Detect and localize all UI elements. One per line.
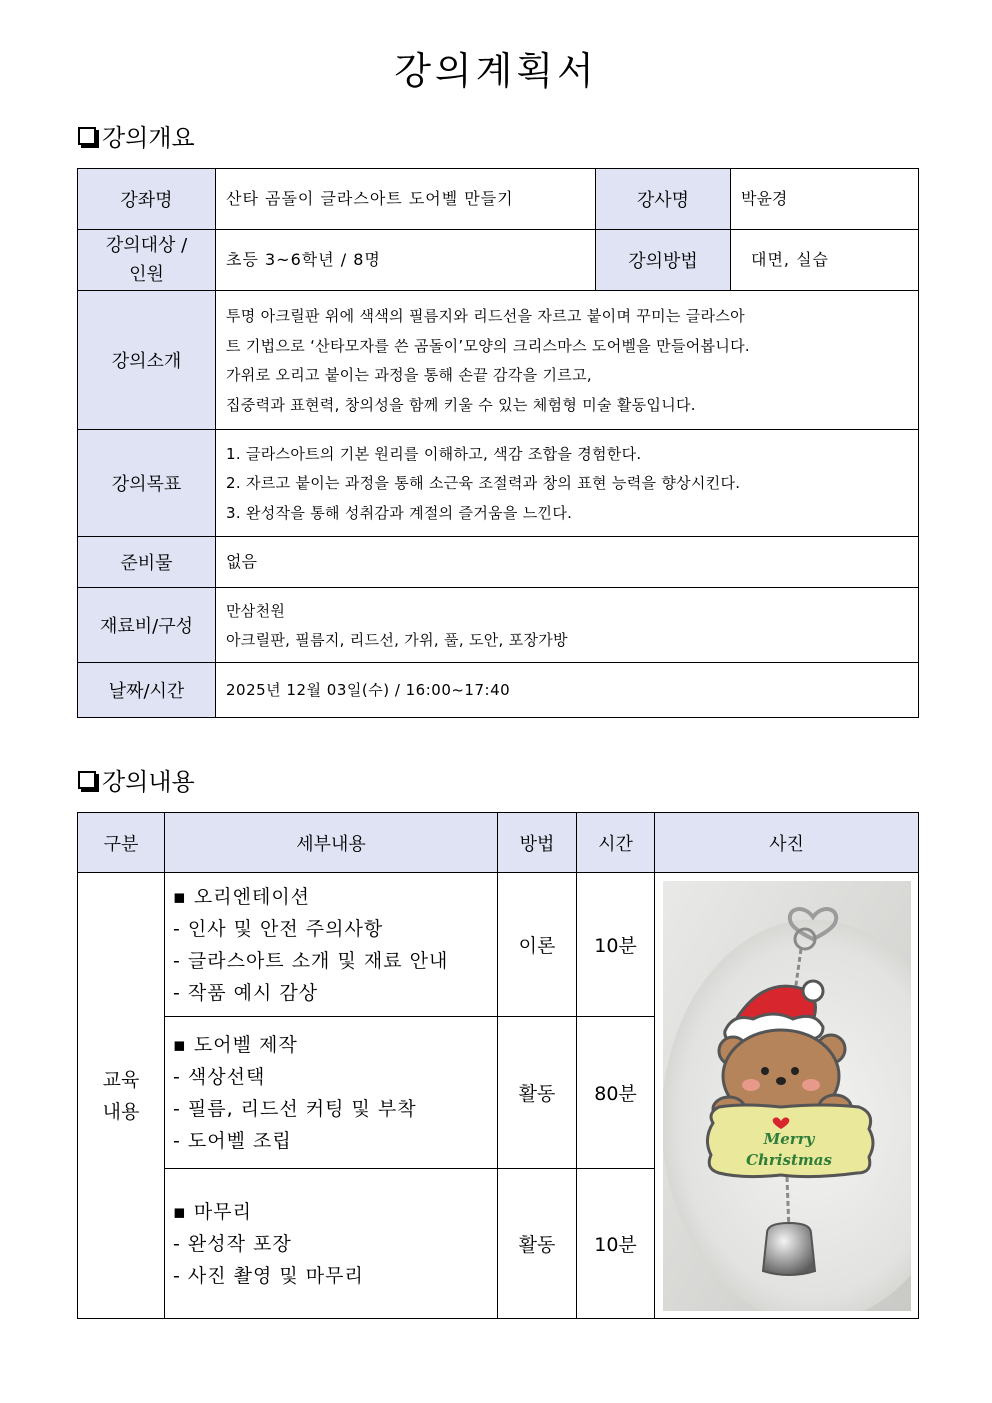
intro-value — [216, 291, 919, 430]
content-heading-text: 강의내용 — [102, 768, 195, 796]
header-method: 방법 — [498, 813, 577, 873]
checkbox-square-icon — [78, 127, 96, 145]
target-value: 초등 3~6학년 / 8명 — [216, 230, 596, 291]
page-title: 강의계획서 — [394, 49, 598, 93]
detail-line: - 글라스아트 소개 및 재료 안내 — [173, 949, 449, 972]
fee-line: 아크릴판, 필름지, 리드선, 가위, 풀, 도안, 포장가방 — [226, 631, 568, 649]
checkbox-square-icon — [78, 771, 96, 789]
bear-eye-left — [761, 1067, 769, 1075]
bear-cheek-right — [802, 1079, 820, 1091]
prep-label: 준비물 — [78, 537, 216, 588]
intro-line: 집중력과 표현력, 창의성을 함께 키울 수 있는 체험형 미술 활동입니다. — [226, 395, 696, 414]
goal-line: 1. 글라스아트의 기본 원리를 이해하고, 색감 조합을 경험한다. — [226, 444, 642, 463]
detail-cell — [165, 1169, 498, 1319]
plaque-text-merry: Merry — [763, 1129, 814, 1148]
date-label: 날짜/시간 — [78, 663, 216, 718]
method-cell: 활동 — [498, 1017, 577, 1169]
intro-label: 강의소개 — [78, 291, 216, 430]
intro-line: 트 기법으로 ‘산타모자를 쓴 곰돌이’모양의 크리스마스 도어벨을 만들어봅니다. — [226, 336, 750, 355]
plaque-text-christmas: Christmas — [745, 1150, 832, 1169]
course-name-label: 강좌명 — [78, 169, 216, 230]
detail-cell — [165, 1017, 498, 1169]
goal-line: 3. 완성작을 통해 성취감과 계절의 즐거움을 느낀다. — [226, 503, 573, 522]
bear-cheek-left — [742, 1079, 760, 1091]
fee-label: 재료비/구성 — [78, 588, 216, 663]
prep-value: 없음 — [216, 537, 919, 588]
detail-line: ▪ 마무리 — [173, 1200, 252, 1223]
fee-value — [216, 588, 919, 663]
fee-line: 만삼천원 — [226, 601, 286, 620]
detail-line: - 도어벨 조립 — [173, 1129, 292, 1152]
hat-pompom — [803, 981, 823, 1001]
course-name-value: 산타 곰돌이 글라스아트 도어벨 만들기 — [216, 169, 596, 230]
header-details: 세부내용 — [165, 813, 498, 873]
time-cell: 10분 — [577, 1169, 655, 1319]
header-time: 시간 — [577, 813, 655, 873]
detail-line: - 작품 예시 감상 — [173, 981, 319, 1004]
photo-cell — [655, 873, 919, 1319]
intro-line: 가위로 오리고 붙이는 과정을 통해 손끝 감각을 기르고, — [226, 366, 592, 384]
method-cell: 활동 — [498, 1169, 577, 1319]
method-cell: 이론 — [498, 873, 577, 1017]
content-table — [77, 812, 919, 1319]
goal-label: 강의목표 — [78, 430, 216, 537]
time-cell: 80분 — [577, 1017, 655, 1169]
date-value: 2025년 12월 03일(수) / 16:00~17:40 — [216, 663, 919, 718]
detail-line: - 사진 촬영 및 마무리 — [173, 1264, 364, 1287]
instructor-value: 박윤경 — [731, 169, 919, 230]
category-cell — [78, 873, 165, 1319]
time-cell: 10분 — [577, 873, 655, 1017]
overview-heading — [78, 118, 195, 153]
overview-table — [77, 168, 919, 718]
detail-line: ▪ 도어벨 제작 — [173, 1033, 298, 1056]
category-text: 교육 내용 — [102, 1068, 140, 1123]
target-label: 강의대상 / 인원 — [78, 230, 216, 291]
intro-line: 투명 아크릴판 위에 색색의 필름지와 리드선을 자르고 붙이며 꾸미는 글라스아 — [226, 307, 745, 325]
method-label: 강의방법 — [596, 230, 731, 291]
detail-line: - 인사 및 안전 주의사항 — [173, 917, 384, 940]
doorbell-photo — [663, 881, 911, 1311]
detail-line: - 필름, 리드선 커팅 및 부착 — [173, 1097, 417, 1120]
bell-icon — [763, 1223, 815, 1275]
goal-line: 2. 자르고 붙이는 과정을 통해 소근육 조절력과 창의 표현 능력을 향상시킨다. — [226, 474, 741, 493]
instructor-label: 강사명 — [596, 169, 731, 230]
header-category: 구분 — [78, 813, 165, 873]
bear-eye-right — [791, 1067, 799, 1075]
goal-value — [216, 430, 919, 537]
header-photo: 사진 — [655, 813, 919, 873]
content-heading — [78, 762, 195, 797]
detail-line: - 색상선택 — [173, 1065, 266, 1088]
detail-line: - 완성작 포장 — [173, 1232, 292, 1255]
detail-line: ▪ 오리엔테이션 — [173, 885, 311, 908]
bear-nose — [776, 1077, 786, 1085]
method-value: 대면, 실습 — [731, 230, 919, 291]
detail-cell — [165, 873, 498, 1017]
overview-heading-text: 강의개요 — [102, 124, 195, 152]
